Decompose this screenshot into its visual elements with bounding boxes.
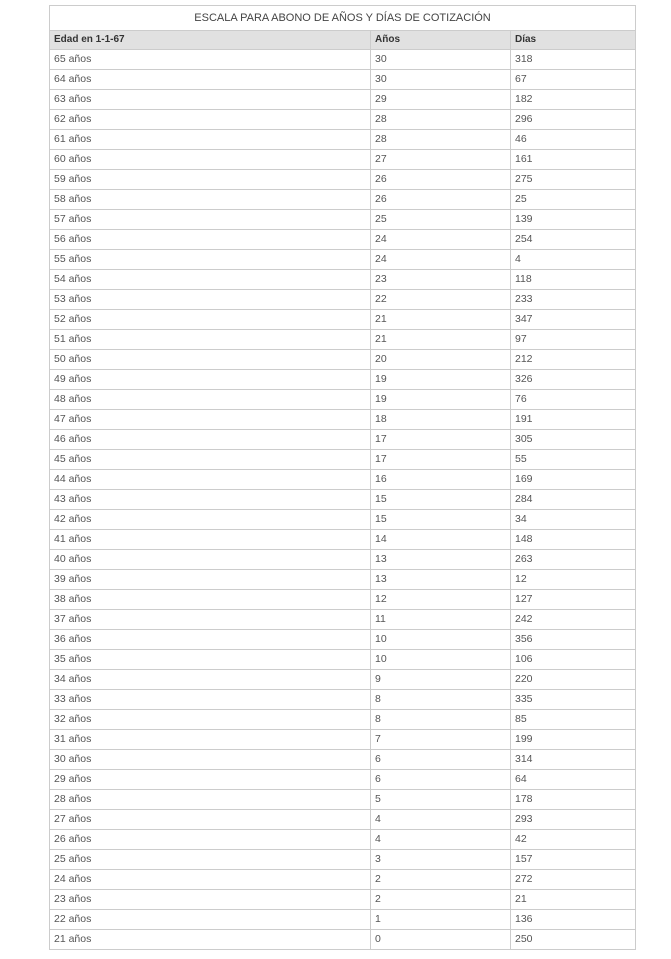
cell-dias: 263 <box>511 550 636 570</box>
cell-dias: 254 <box>511 230 636 250</box>
table-row <box>50 310 636 330</box>
cell-edad: 53 años <box>50 290 371 310</box>
cell-dias: 46 <box>511 130 636 150</box>
cell-anos: 19 <box>371 370 511 390</box>
table-body <box>50 50 636 950</box>
header-dias: Días <box>511 31 636 50</box>
cell-anos: 28 <box>371 130 511 150</box>
cell-edad: 59 años <box>50 170 371 190</box>
cell-dias: 250 <box>511 930 636 950</box>
table-row <box>50 250 636 270</box>
table-row <box>50 490 636 510</box>
cell-edad: 42 años <box>50 510 371 530</box>
cell-edad: 35 años <box>50 650 371 670</box>
cell-edad: 55 años <box>50 250 371 270</box>
cell-edad: 41 años <box>50 530 371 550</box>
cell-anos: 8 <box>371 710 511 730</box>
table-row <box>50 510 636 530</box>
table-row <box>50 410 636 430</box>
cell-anos: 21 <box>371 310 511 330</box>
cell-edad: 32 años <box>50 710 371 730</box>
cell-edad: 22 años <box>50 910 371 930</box>
table-row <box>50 630 636 650</box>
table-row <box>50 190 636 210</box>
cell-edad: 21 años <box>50 930 371 950</box>
cell-dias: 178 <box>511 790 636 810</box>
cell-edad: 51 años <box>50 330 371 350</box>
cell-dias: 25 <box>511 190 636 210</box>
cell-anos: 17 <box>371 450 511 470</box>
table-row <box>50 710 636 730</box>
cell-anos: 25 <box>371 210 511 230</box>
cell-anos: 4 <box>371 830 511 850</box>
cell-edad: 58 años <box>50 190 371 210</box>
table-row <box>50 750 636 770</box>
cell-anos: 11 <box>371 610 511 630</box>
table-row <box>50 850 636 870</box>
table-row <box>50 910 636 930</box>
cell-dias: 284 <box>511 490 636 510</box>
cell-edad: 46 años <box>50 430 371 450</box>
cell-anos: 30 <box>371 50 511 70</box>
table-row <box>50 150 636 170</box>
cell-edad: 37 años <box>50 610 371 630</box>
table-row <box>50 770 636 790</box>
cell-edad: 54 años <box>50 270 371 290</box>
table-caption-row <box>50 6 636 31</box>
cell-dias: 106 <box>511 650 636 670</box>
table-row <box>50 370 636 390</box>
cell-anos: 22 <box>371 290 511 310</box>
table-row <box>50 650 636 670</box>
table-row <box>50 230 636 250</box>
table-row <box>50 670 636 690</box>
cell-dias: 169 <box>511 470 636 490</box>
cell-anos: 3 <box>371 850 511 870</box>
table-row <box>50 390 636 410</box>
cell-edad: 29 años <box>50 770 371 790</box>
cell-anos: 6 <box>371 770 511 790</box>
cell-anos: 15 <box>371 490 511 510</box>
cell-dias: 305 <box>511 430 636 450</box>
cell-anos: 29 <box>371 90 511 110</box>
cell-anos: 10 <box>371 650 511 670</box>
table-row <box>50 890 636 910</box>
cell-dias: 21 <box>511 890 636 910</box>
cell-edad: 31 años <box>50 730 371 750</box>
cell-anos: 20 <box>371 350 511 370</box>
cell-edad: 44 años <box>50 470 371 490</box>
table-row <box>50 330 636 350</box>
cell-dias: 157 <box>511 850 636 870</box>
cell-dias: 161 <box>511 150 636 170</box>
cell-dias: 199 <box>511 730 636 750</box>
table-row <box>50 530 636 550</box>
table-row <box>50 430 636 450</box>
cell-dias: 136 <box>511 910 636 930</box>
cell-dias: 97 <box>511 330 636 350</box>
cell-dias: 127 <box>511 590 636 610</box>
cell-anos: 27 <box>371 150 511 170</box>
cell-dias: 85 <box>511 710 636 730</box>
cell-dias: 212 <box>511 350 636 370</box>
cell-anos: 6 <box>371 750 511 770</box>
table-row <box>50 90 636 110</box>
cell-anos: 5 <box>371 790 511 810</box>
cell-edad: 60 años <box>50 150 371 170</box>
cell-anos: 12 <box>371 590 511 610</box>
cell-edad: 30 años <box>50 750 371 770</box>
cell-edad: 28 años <box>50 790 371 810</box>
table-row <box>50 170 636 190</box>
cell-anos: 24 <box>371 230 511 250</box>
header-edad: Edad en 1-1-67 <box>50 31 371 50</box>
cell-dias: 191 <box>511 410 636 430</box>
cell-anos: 7 <box>371 730 511 750</box>
table-row <box>50 870 636 890</box>
cell-anos: 10 <box>371 630 511 650</box>
table-row <box>50 70 636 90</box>
cell-edad: 48 años <box>50 390 371 410</box>
cotizacion-table-container <box>49 5 634 950</box>
cell-dias: 34 <box>511 510 636 530</box>
table-row <box>50 570 636 590</box>
cell-edad: 24 años <box>50 870 371 890</box>
cell-dias: 335 <box>511 690 636 710</box>
table-row <box>50 550 636 570</box>
cell-dias: 67 <box>511 70 636 90</box>
cell-anos: 21 <box>371 330 511 350</box>
cell-edad: 34 años <box>50 670 371 690</box>
cell-edad: 26 años <box>50 830 371 850</box>
cell-dias: 76 <box>511 390 636 410</box>
cell-dias: 326 <box>511 370 636 390</box>
cell-anos: 13 <box>371 570 511 590</box>
cell-anos: 9 <box>371 670 511 690</box>
cell-anos: 26 <box>371 170 511 190</box>
cell-dias: 314 <box>511 750 636 770</box>
cell-dias: 139 <box>511 210 636 230</box>
cell-dias: 12 <box>511 570 636 590</box>
cell-anos: 16 <box>371 470 511 490</box>
table-row <box>50 470 636 490</box>
cell-edad: 64 años <box>50 70 371 90</box>
cell-dias: 4 <box>511 250 636 270</box>
cell-dias: 242 <box>511 610 636 630</box>
cell-dias: 182 <box>511 90 636 110</box>
table-row <box>50 350 636 370</box>
cell-edad: 52 años <box>50 310 371 330</box>
cell-dias: 55 <box>511 450 636 470</box>
cell-anos: 13 <box>371 550 511 570</box>
cell-edad: 47 años <box>50 410 371 430</box>
table-row <box>50 210 636 230</box>
cell-edad: 43 años <box>50 490 371 510</box>
table-header-row <box>50 31 636 50</box>
table-row <box>50 290 636 310</box>
cell-edad: 50 años <box>50 350 371 370</box>
cell-dias: 233 <box>511 290 636 310</box>
cell-dias: 148 <box>511 530 636 550</box>
table-row <box>50 610 636 630</box>
cell-anos: 4 <box>371 810 511 830</box>
cell-dias: 356 <box>511 630 636 650</box>
cell-edad: 36 años <box>50 630 371 650</box>
table-row <box>50 930 636 950</box>
cell-dias: 275 <box>511 170 636 190</box>
table-row <box>50 450 636 470</box>
cell-anos: 0 <box>371 930 511 950</box>
cell-anos: 2 <box>371 870 511 890</box>
cell-anos: 23 <box>371 270 511 290</box>
cell-anos: 26 <box>371 190 511 210</box>
cell-anos: 19 <box>371 390 511 410</box>
cell-dias: 272 <box>511 870 636 890</box>
cotizacion-table <box>49 5 636 950</box>
header-anos: Años <box>371 31 511 50</box>
cell-edad: 27 años <box>50 810 371 830</box>
cell-anos: 15 <box>371 510 511 530</box>
cell-anos: 24 <box>371 250 511 270</box>
table-row <box>50 810 636 830</box>
cell-anos: 1 <box>371 910 511 930</box>
cell-anos: 8 <box>371 690 511 710</box>
cell-edad: 38 años <box>50 590 371 610</box>
cell-edad: 56 años <box>50 230 371 250</box>
cell-edad: 23 años <box>50 890 371 910</box>
cell-anos: 18 <box>371 410 511 430</box>
cell-edad: 39 años <box>50 570 371 590</box>
cell-edad: 65 años <box>50 50 371 70</box>
table-row <box>50 50 636 70</box>
table-row <box>50 690 636 710</box>
table-row <box>50 270 636 290</box>
cell-edad: 49 años <box>50 370 371 390</box>
cell-dias: 42 <box>511 830 636 850</box>
cell-edad: 25 años <box>50 850 371 870</box>
cell-edad: 61 años <box>50 130 371 150</box>
table-title: ESCALA PARA ABONO DE AÑOS Y DÍAS DE COTIZACIÓN <box>50 6 636 31</box>
table-row <box>50 790 636 810</box>
cell-dias: 118 <box>511 270 636 290</box>
cell-dias: 347 <box>511 310 636 330</box>
table-row <box>50 110 636 130</box>
cell-edad: 62 años <box>50 110 371 130</box>
cell-anos: 30 <box>371 70 511 90</box>
cell-dias: 293 <box>511 810 636 830</box>
cell-dias: 64 <box>511 770 636 790</box>
cell-anos: 17 <box>371 430 511 450</box>
table-row <box>50 590 636 610</box>
cell-dias: 296 <box>511 110 636 130</box>
cell-anos: 2 <box>371 890 511 910</box>
table-row <box>50 130 636 150</box>
table-row <box>50 830 636 850</box>
cell-edad: 33 años <box>50 690 371 710</box>
table-row <box>50 730 636 750</box>
cell-dias: 220 <box>511 670 636 690</box>
cell-anos: 28 <box>371 110 511 130</box>
cell-anos: 14 <box>371 530 511 550</box>
cell-edad: 63 años <box>50 90 371 110</box>
cell-edad: 40 años <box>50 550 371 570</box>
cell-edad: 45 años <box>50 450 371 470</box>
cell-edad: 57 años <box>50 210 371 230</box>
cell-dias: 318 <box>511 50 636 70</box>
